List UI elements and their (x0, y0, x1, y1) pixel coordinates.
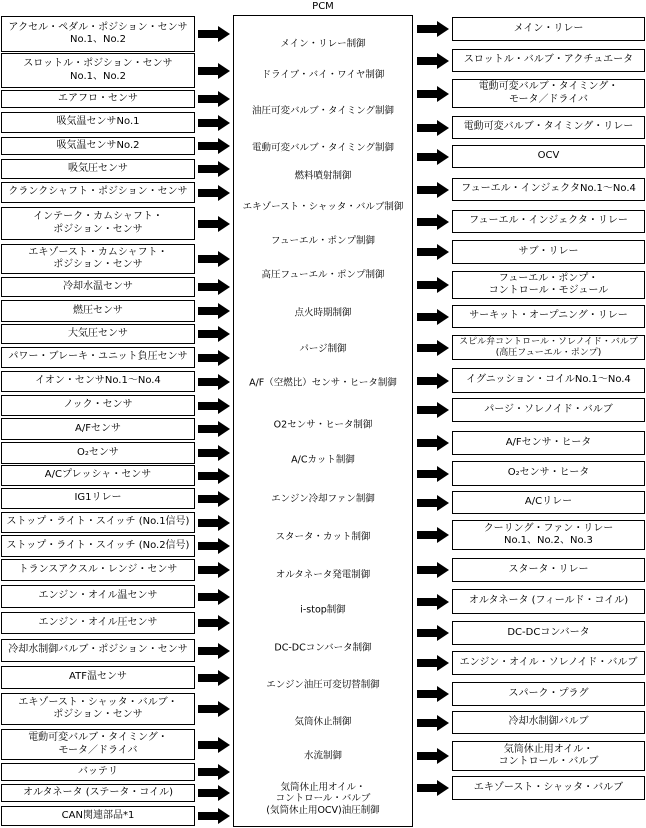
input-item: スロットル・ポジション・センサ No.1、No.2 (1, 53, 195, 88)
pcm-function: フューエル・ポンプ制御 (270, 235, 376, 247)
pcm-function: エンジン油圧可変切替制御 (266, 679, 380, 691)
pcm-function: パージ制御 (299, 343, 347, 355)
input-item: アクセル・ペダル・ポジション・センサ No.1、No.2 (1, 16, 195, 52)
input-arrow-icon (198, 350, 230, 366)
input-arrow-icon (198, 326, 230, 342)
input-item: 電動可変バルブ・タイミング・ モータ／ドライバ (1, 729, 195, 760)
output-item: 電動可変バルブ・タイミング・リレー (452, 116, 645, 139)
output-arrow-icon (417, 309, 449, 325)
input-arrow-icon (198, 115, 230, 131)
output-item: イグニッション・コイルNo.1〜No.4 (452, 368, 645, 393)
output-arrow-icon (417, 277, 449, 293)
input-arrow-icon (198, 785, 230, 801)
input-arrow-icon (198, 279, 230, 295)
pcm-function: 気筒休止制御 (294, 716, 352, 728)
pcm-function: O2センサ・ヒータ制御 (273, 419, 373, 431)
pcm-block (233, 15, 413, 827)
input-item: オルタネータ (ステータ・コイル) (1, 784, 195, 802)
pcm-function: A/F（空燃比）センサ・ヒータ制御 (249, 377, 397, 389)
output-arrow-icon (417, 373, 449, 389)
pcm-function: 高圧フューエル・ポンプ制御 (261, 269, 385, 281)
input-arrow-icon (198, 26, 230, 42)
input-item: エキゾースト・カムシャフト・ ポジション・センサ (1, 244, 195, 274)
output-item: エンジン・オイル・ソレノイド・バルブ (452, 651, 645, 675)
output-item: クーリング・ファン・リレー No.1、No.2、No.3 (452, 520, 645, 550)
input-arrow-icon (198, 398, 230, 414)
input-arrow-icon (198, 185, 230, 201)
output-arrow-icon (417, 686, 449, 702)
pcm-function: エンジン冷却ファン制御 (271, 493, 375, 505)
input-arrow-icon (198, 562, 230, 578)
output-arrow-icon (417, 562, 449, 578)
input-item: CAN関連部品*1 (1, 806, 195, 826)
output-arrow-icon (417, 86, 449, 102)
output-arrow-icon (417, 527, 449, 543)
input-item: IG1リレー (1, 488, 195, 509)
input-arrow-icon (198, 515, 230, 531)
output-item: O₂センサ・ヒータ (452, 461, 645, 486)
input-item: エキゾースト・シャッタ・バルブ・ ポジション・センサ (1, 693, 195, 725)
output-item: フューエル・インジェクタ・リレー (452, 210, 645, 233)
input-arrow-icon (198, 91, 230, 107)
input-arrow-icon (198, 468, 230, 484)
output-item: スピル弁コントロール・ソレノイド・バルブ (高圧フューエル・ポンプ) (452, 335, 645, 360)
input-item: ストップ・ライト・スイッチ (No.2信号) (1, 535, 195, 557)
input-arrow-icon (198, 538, 230, 554)
output-item: 電動可変バルブ・タイミング・ モータ／ドライバ (452, 79, 645, 108)
input-item: インテーク・カムシャフト・ ポジション・センサ (1, 207, 195, 240)
input-arrow-icon (198, 63, 230, 79)
output-arrow-icon (417, 748, 449, 764)
input-arrow-icon (198, 445, 230, 461)
output-item: スタータ・リレー (452, 558, 645, 582)
output-item: OCV (452, 145, 645, 168)
output-arrow-icon (417, 435, 449, 451)
output-item: オルタネータ (フィールド・コイル) (452, 589, 645, 614)
output-arrow-icon (417, 466, 449, 482)
input-arrow-icon (198, 764, 230, 780)
input-item: エアフロ・センサ (1, 90, 195, 108)
input-item: O₂センサ (1, 442, 195, 464)
input-item: 吸気温センサNo.2 (1, 137, 195, 155)
input-item: 大気圧センサ (1, 324, 195, 344)
input-item: ノック・センサ (1, 395, 195, 416)
pcm-function: オルタネータ発電制御 (275, 569, 371, 581)
pcm-function: 気筒休止用オイル・ コントロール・バルブ (気筒休止用OCV)油圧制御 (266, 781, 380, 816)
output-item: フューエル・インジェクタNo.1〜No.4 (452, 178, 645, 201)
pcm-function: DC-DCコンバータ制御 (274, 642, 372, 654)
pcm-function: ドライブ・バイ・ワイヤ制御 (261, 69, 385, 81)
pcm-function: i-stop制御 (300, 604, 346, 616)
output-arrow-icon (417, 625, 449, 641)
output-item: フューエル・ポンプ・ コントロール・モジュール (452, 271, 645, 299)
input-arrow-icon (198, 737, 230, 753)
input-item: 燃圧センサ (1, 300, 195, 322)
input-arrow-icon (198, 643, 230, 659)
output-arrow-icon (417, 120, 449, 136)
output-arrow-icon (417, 495, 449, 511)
pcm-title: PCM (312, 1, 334, 12)
input-arrow-icon (198, 615, 230, 631)
input-arrow-icon (198, 670, 230, 686)
output-item: サーキット・オープニング・リレー (452, 305, 645, 328)
input-item: クランクシャフト・ポジション・センサ (1, 182, 195, 203)
output-item: スロットル・バルブ・アクチュエータ (452, 49, 645, 72)
output-item: 冷却水制御バルブ (452, 711, 645, 734)
pcm-function: エキゾースト・シャッタ・バルブ制御 (242, 201, 404, 213)
pcm-function: 点火時期制御 (294, 307, 352, 319)
input-arrow-icon (198, 589, 230, 605)
output-item: サブ・リレー (452, 240, 645, 264)
input-arrow-icon (198, 491, 230, 507)
output-arrow-icon (417, 594, 449, 610)
output-item: A/Cリレー (452, 491, 645, 514)
input-item: A/Cプレッシャ・センサ (1, 465, 195, 486)
output-item: 気筒休止用オイル・ コントロール・バルブ (452, 741, 645, 771)
input-item: トランスアクスル・レンジ・センサ (1, 559, 195, 581)
input-item: ATF温センサ (1, 666, 195, 689)
output-arrow-icon (417, 149, 449, 165)
input-item: 吸気温センサNo.1 (1, 112, 195, 133)
output-arrow-icon (417, 715, 449, 731)
output-item: メイン・リレー (452, 17, 645, 41)
input-arrow-icon (198, 138, 230, 154)
input-item: 冷却水制御バルブ・ポジション・センサ (1, 639, 195, 662)
output-item: スパーク・プラグ (452, 682, 645, 706)
output-arrow-icon (417, 182, 449, 198)
pcm-function: 電動可変バルブ・タイミング制御 (251, 142, 395, 154)
output-arrow-icon (417, 655, 449, 671)
output-arrow-icon (417, 214, 449, 230)
output-arrow-icon (417, 21, 449, 37)
output-item: A/Fセンサ・ヒータ (452, 431, 645, 455)
input-item: A/Fセンサ (1, 418, 195, 440)
input-arrow-icon (198, 303, 230, 319)
pcm-function: A/Cカット制御 (291, 454, 355, 466)
input-item: バッテリ (1, 763, 195, 781)
input-item: 冷却水温センサ (1, 277, 195, 297)
input-item: エンジン・オイル温センサ (1, 585, 195, 608)
pcm-function: スタータ・カット制御 (275, 531, 371, 543)
input-item: パワー・ブレーキ・ユニット負圧センサ (1, 347, 195, 368)
input-arrow-icon (198, 808, 230, 824)
pcm-function: 燃料噴射制御 (294, 170, 352, 182)
input-item: エンジン・オイル圧センサ (1, 612, 195, 634)
input-arrow-icon (198, 161, 230, 177)
input-arrow-icon (198, 374, 230, 390)
output-arrow-icon (417, 780, 449, 796)
input-arrow-icon (198, 701, 230, 717)
output-arrow-icon (417, 244, 449, 260)
output-arrow-icon (417, 340, 449, 356)
pcm-function: 水流制御 (303, 750, 342, 762)
pcm-function: メイン・リレー制御 (280, 38, 366, 50)
pcm-function: 油圧可変バルブ・タイミング制御 (251, 105, 395, 117)
output-item: パージ・ソレノイド・バルブ (452, 398, 645, 422)
output-item: DC-DCコンバータ (452, 621, 645, 645)
input-arrow-icon (198, 251, 230, 267)
output-item: エキゾースト・シャッタ・バルブ (452, 776, 645, 800)
input-item: イオン・センサNo.1〜No.4 (1, 371, 195, 392)
output-arrow-icon (417, 402, 449, 418)
input-arrow-icon (198, 421, 230, 437)
output-arrow-icon (417, 53, 449, 69)
input-item: 吸気圧センサ (1, 159, 195, 179)
input-arrow-icon (198, 216, 230, 232)
input-item: ストップ・ライト・スイッチ (No.1信号) (1, 512, 195, 533)
